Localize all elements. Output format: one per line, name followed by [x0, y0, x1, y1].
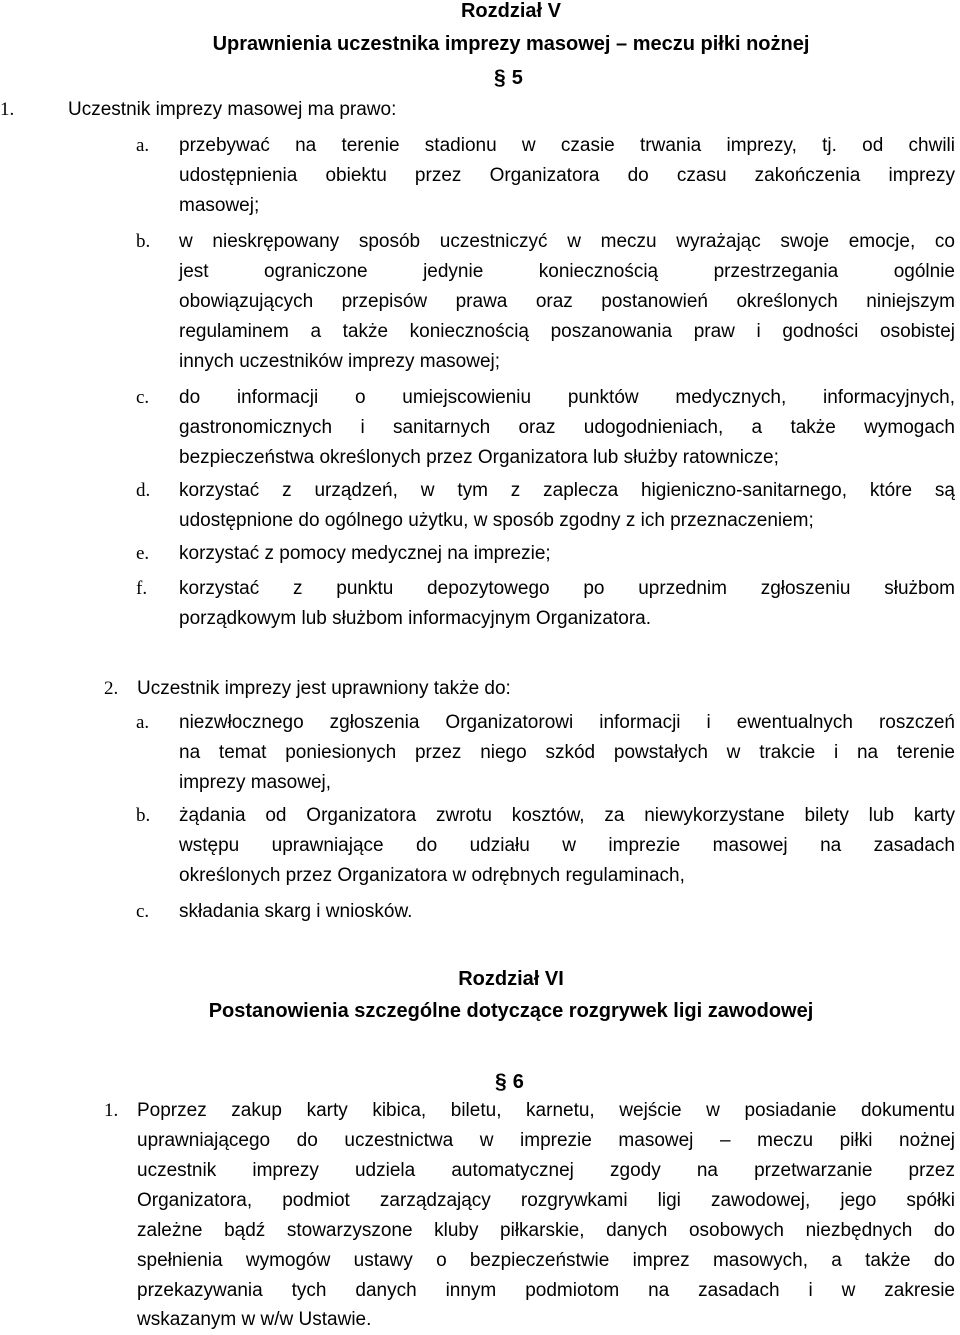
- point-line: przekazywania tych danych innym podmiotom na zasadach i w zakresie: [137, 1280, 955, 1301]
- chapter-title: Rozdział VI: [458, 968, 564, 990]
- item-line: innych uczestników imprezy masowej;: [179, 351, 501, 372]
- item-letter: a.: [136, 135, 150, 156]
- point-intro: Uczestnik imprezy jest uprawniony także do:: [137, 678, 511, 699]
- item-line: gastronomicznych i sanitarnych oraz udogodnieniach, a także wymogach: [179, 417, 955, 438]
- item-line: obowiązujących przepisów prawa oraz postanowień określonych niniejszym: [179, 291, 955, 312]
- item-letter: e.: [136, 543, 150, 564]
- point-line: uczestnik imprezy udziela automatycznej zgody na przetwarzanie przez: [137, 1160, 955, 1181]
- item-line: imprezy masowej,: [179, 772, 332, 793]
- item-letter: c.: [136, 387, 150, 408]
- item-letter: d.: [136, 480, 151, 501]
- item-line: do informacji o umiejscowieniu punktów medycznych, informacyjnych,: [179, 387, 955, 408]
- item-line: składania skarg i wniosków.: [179, 901, 413, 922]
- item-line: określonych przez Organizatora w odrębnych regulaminach,: [179, 865, 685, 886]
- item-line: bezpieczeństwa określonych przez Organizatora lub służby ratownicze;: [179, 447, 779, 468]
- section-mark: §: [495, 1070, 507, 1093]
- item-line: korzystać z pomocy medycznej na imprezie;: [179, 543, 551, 564]
- section-heading: [494, 63, 523, 93]
- section-mark: §: [494, 66, 506, 89]
- item-line: żądania od Organizatora zwrotu kosztów, za niewykorzystane bilety lub karty: [179, 805, 955, 826]
- item-line: w nieskrępowany sposób uczestniczyć w meczu wyrażając swoje emocje, co: [179, 231, 955, 252]
- item-line: masowej;: [179, 195, 260, 216]
- point-line: spełnienia wymogów ustawy o bezpieczeństwie imprez masowych, a także do: [137, 1250, 955, 1271]
- item-line: porządkowym lub służbom informacyjnym Organizatora.: [179, 608, 652, 629]
- item-letter: b.: [136, 231, 151, 252]
- item-line: korzystać z punktu depozytowego po uprzednim zgłoszeniu służbom: [179, 578, 955, 599]
- item-line: regulaminem a także koniecznością poszanowania praw i godności osobistej: [179, 321, 955, 342]
- point-intro: Uczestnik imprezy masowej ma prawo:: [68, 99, 397, 120]
- point-number: 2.: [104, 678, 119, 699]
- item-letter: c.: [136, 901, 150, 922]
- point-line: Poprzez zakup karty kibica, biletu, karnetu, wejście w posiadanie dokumentu: [137, 1100, 955, 1121]
- item-line: udostępnienia obiektu przez Organizatora do czasu zakończenia imprezy: [179, 165, 955, 186]
- item-line: korzystać z urządzeń, w tym z zaplecza higieniczno-sanitarnego, które są: [179, 480, 955, 501]
- item-line: niezwłocznego zgłoszenia Organizatorowi informacji i ewentualnych roszczeń: [179, 712, 955, 733]
- section-number: 6: [512, 1071, 524, 1093]
- chapter-subtitle: Uprawnienia uczestnika imprezy masowej – meczu piłki nożnej: [212, 33, 810, 55]
- item-line: udostępnione do ogólnego użytku, w sposób zgodny z ich przeznaczeniem;: [179, 510, 814, 531]
- item-letter: b.: [136, 805, 151, 826]
- chapter-title: Rozdział V: [460, 0, 561, 22]
- point-line: Organizatora, podmiot zarządzający rozgrywkami ligi zawodowej, jego spółki: [137, 1190, 955, 1211]
- section-heading: [495, 1067, 524, 1097]
- point-number: 1.: [0, 99, 15, 120]
- point-line: zależne bądź stowarzyszone kluby piłkarskie, danych osobowych niezbędnych do: [137, 1220, 955, 1241]
- item-letter: f.: [136, 578, 148, 599]
- item-line: na temat poniesionych przez niego szkód powstałych w trakcie i na terenie: [179, 742, 955, 763]
- section-number: 5: [511, 67, 523, 89]
- chapter-subtitle: Postanowienia szczególne dotyczące rozgrywek ligi zawodowej: [208, 1000, 814, 1022]
- point-number: 1.: [104, 1100, 119, 1121]
- point-line: uprawniającego do uczestnictwa w imprezie masowej – meczu piłki nożnej: [137, 1130, 955, 1151]
- item-line: wstępu uprawniające do udziału w imprezie masowej na zasadach: [179, 835, 955, 856]
- item-letter: a.: [136, 712, 150, 733]
- point-line: wskazanym w w/w Ustawie.: [137, 1309, 372, 1330]
- item-line: jest ograniczone jedynie koniecznością przestrzegania ogólnie: [179, 261, 955, 282]
- item-line: przebywać na terenie stadionu w czasie trwania imprezy, tj. od chwili: [179, 135, 955, 156]
